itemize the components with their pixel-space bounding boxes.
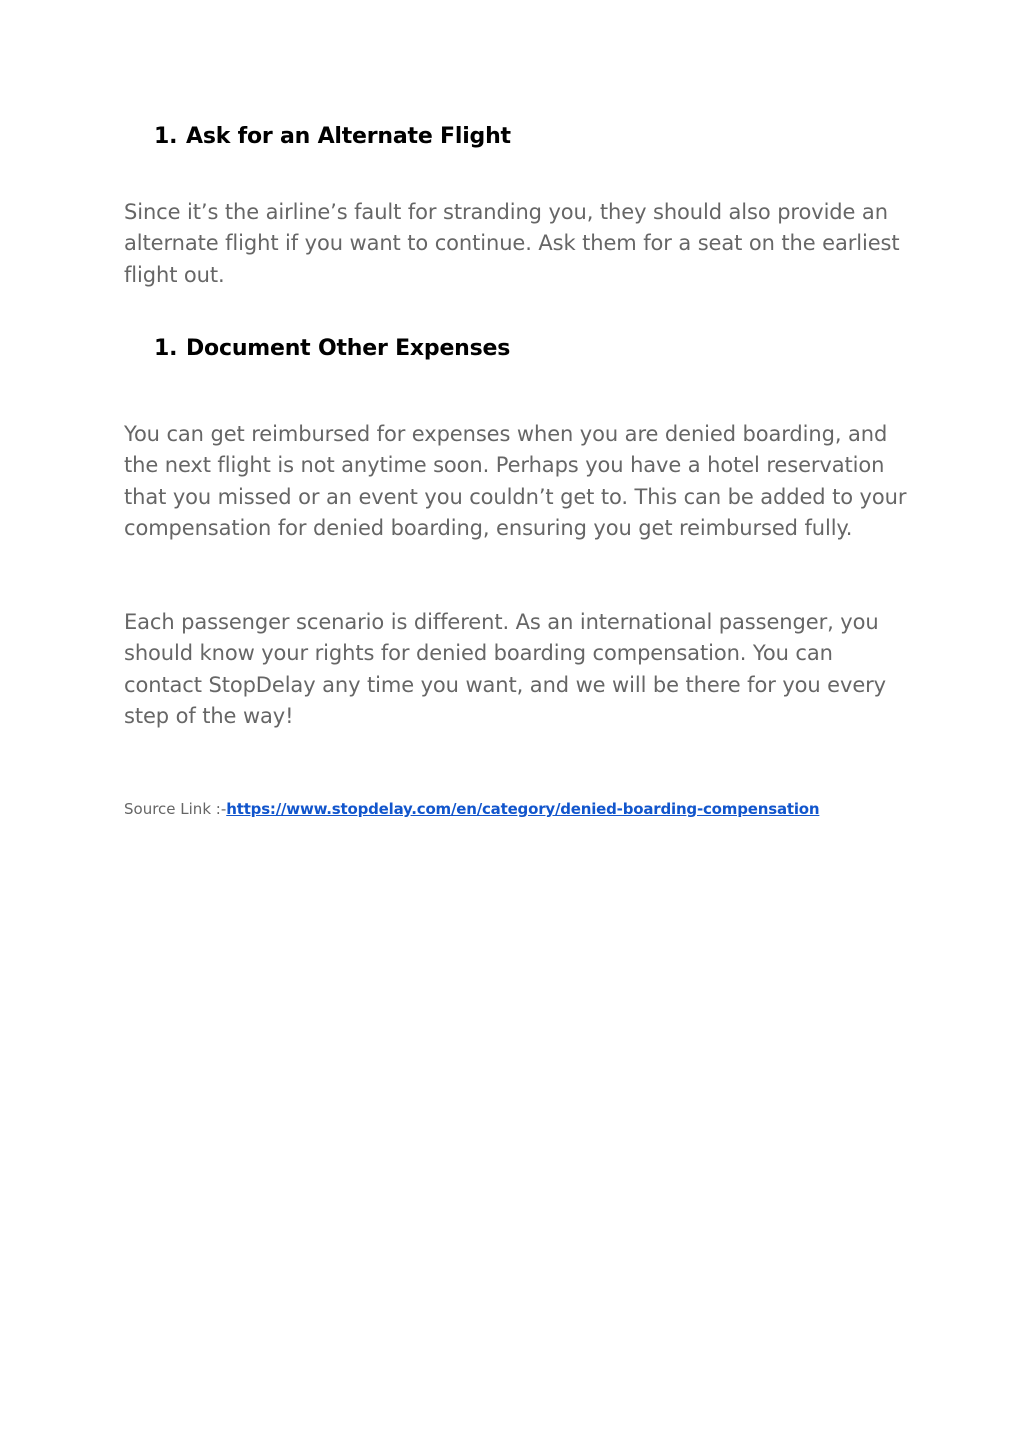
paragraph-other-expenses: You can get reimbursed for expenses when you are denied boarding, and the next flight is not anytime soon. Perhaps you have a hotel reservation that you missed or an event you couldn’t get to. This can be added to your compensation for denied boarding, ensuring you get reimbursed fully. (124, 422, 907, 540)
source-link[interactable]: https://www.stopdelay.com/en/category/denied-boarding-compensation (226, 800, 820, 818)
heading-title: Ask for an Alternate Flight (186, 124, 511, 149)
paragraph-alternate-flight: Since it’s the airline’s fault for stranding you, they should also provide an alternate flight if you want to continue. Ask them for a seat on the earliest flight out. (124, 200, 900, 287)
section-heading-other-expenses (154, 336, 510, 361)
paragraph-passenger-rights: Each passenger scenario is different. As an international passenger, you should know your rights for denied boarding compensation. You can contact StopDelay any time you want, and we will be there for you every step of the way! (124, 610, 887, 728)
list-number: 1. (154, 124, 178, 149)
section-heading-alternate-flight (154, 124, 511, 149)
source-line (124, 798, 819, 820)
heading-title: Document Other Expenses (186, 336, 511, 361)
source-label: Source Link :- (124, 800, 227, 818)
list-number: 1. (154, 336, 178, 361)
